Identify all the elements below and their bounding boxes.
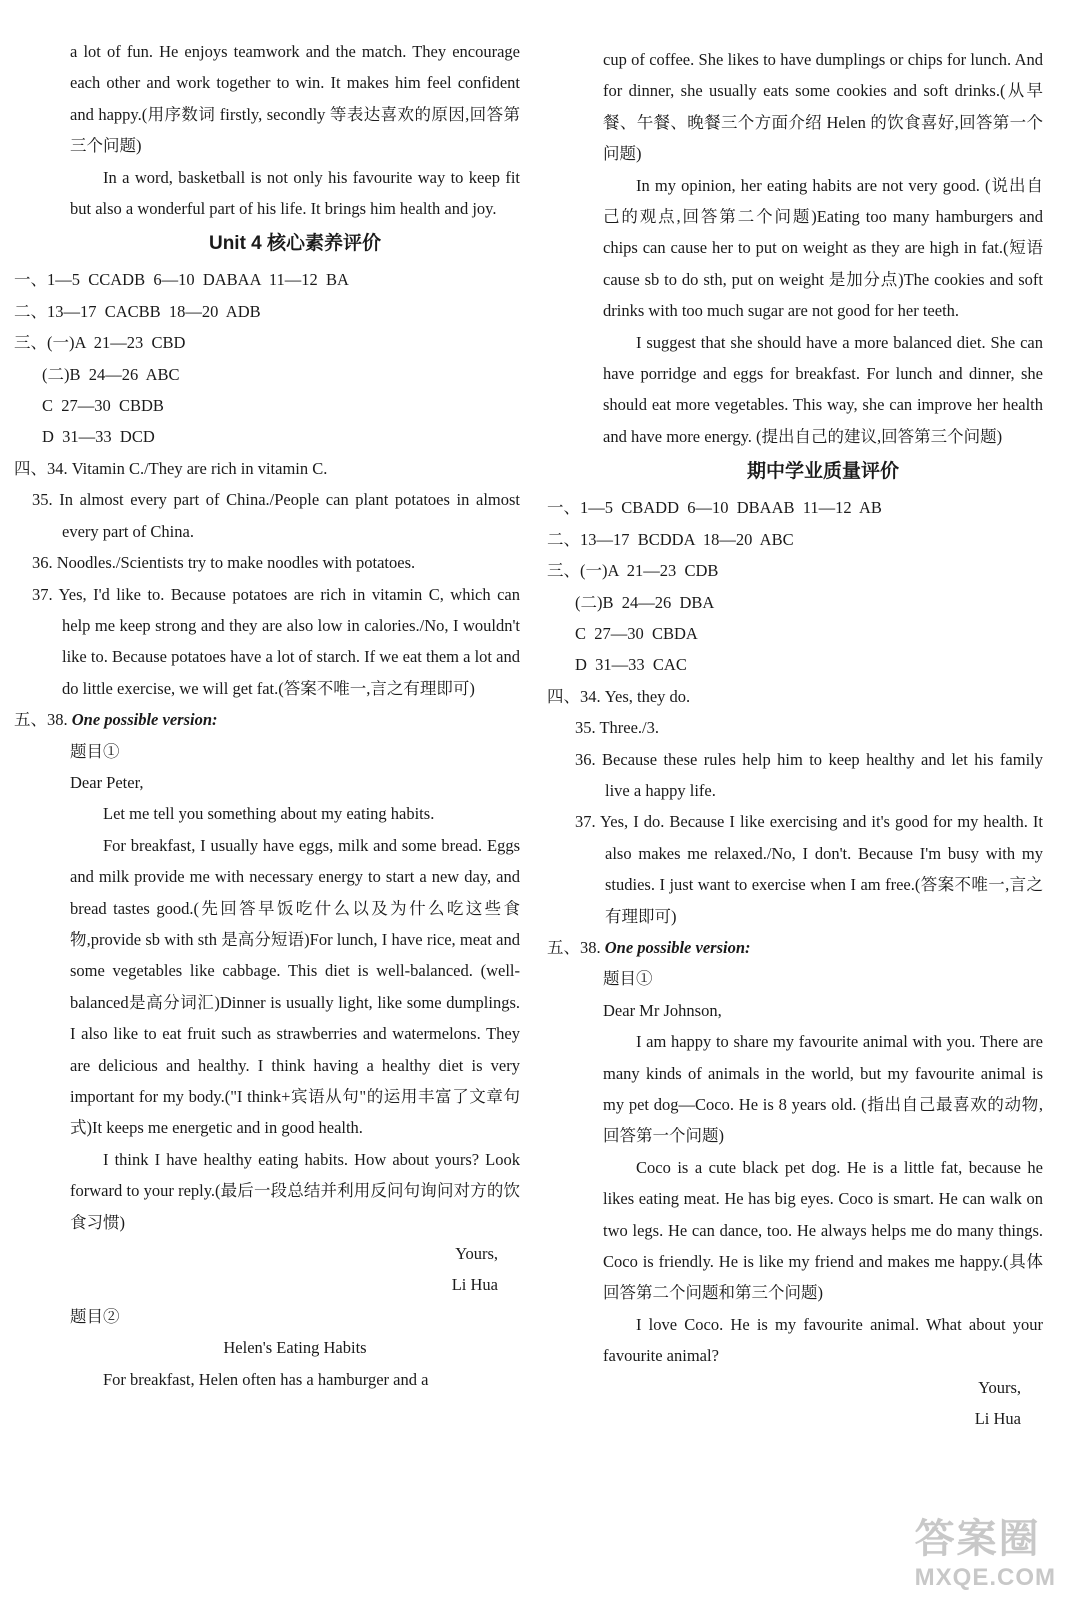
watermark-url: MXQE.COM bbox=[914, 1564, 1056, 1591]
topic-label: 题目① bbox=[603, 969, 653, 989]
essay-paragraph: Let me tell you something about my eating habits. bbox=[103, 804, 435, 824]
watermark-text: 答案圈 bbox=[914, 1517, 1041, 1561]
answer-key-unit4 bbox=[14, 264, 520, 735]
letter-signature: Li Hua bbox=[974, 1409, 1021, 1429]
answer-line: 35. Three./3. bbox=[575, 718, 660, 738]
answer-line: D 31—33 CAC bbox=[575, 655, 687, 675]
version-label: One possible version: bbox=[71, 710, 218, 730]
essay-paragraph: I am happy to share my favourite animal with you. There are many kinds of animals in the world, but my favourite animal is my pet dog—Coco. He is 8 years old. (指出自己最喜欢的动物,回答第一个问题) bbox=[603, 1032, 1043, 1146]
answer-line: 三、(一)A 21—23 CDB bbox=[547, 561, 719, 581]
letter-greeting: Dear Peter, bbox=[70, 772, 144, 792]
essay-paragraph: For breakfast, Helen often has a hamburger and a bbox=[103, 1369, 429, 1389]
question-label: 五、38. bbox=[14, 710, 68, 730]
answer-line: D 31—33 DCD bbox=[42, 427, 155, 447]
essay-paragraph: In a word, basketball is not only his favourite way to keep fit but also a wonderful part of his life. It brings him health and joy. bbox=[70, 167, 520, 219]
answer-line: 二、13—17 BCDDA 18—20 ABC bbox=[547, 529, 794, 549]
answer-line: 四、34. Vitamin C./They are rich in vitamin C. bbox=[14, 458, 328, 478]
answer-key-midterm bbox=[547, 492, 1043, 963]
section-title-midterm: 期中学业质量评价 bbox=[746, 461, 899, 483]
essay-paragraph: cup of coffee. She likes to have dumplings or chips for lunch. And for dinner, she usually eats some cookies and soft drinks.(从早餐、午餐、晚餐三个方面介绍 Helen 的饮食喜好,回答第一个问题) bbox=[603, 50, 1043, 164]
answer-line: 36. Because these rules help him to keep healthy and let his family live a happy life. bbox=[575, 749, 1043, 800]
answer-line: 35. In almost every part of China./People can plant potatoes in almost every part of China. bbox=[32, 490, 520, 541]
version-label: One possible version: bbox=[604, 937, 751, 957]
essay-paragraph: I suggest that she should have a more balanced diet. She can have porridge and eggs for breakfast. For lunch and dinner, she should eat more vegetables. This way, she can improve her health and have more energy. (提出自己的建议,回答第三个问题) bbox=[603, 332, 1043, 446]
answer-line: 一、1—5 CBADD 6—10 DBAAB 11—12 AB bbox=[547, 498, 882, 518]
essay-paragraph: In my opinion, her eating habits are not very good. (说出自己的观点,回答第二个问题)Eating too many hamburgers and chips can cause her to put on weight as they are high in fat.(短语 cause sb to do sth, put on weight 是加分点)The cookies and soft drinks with too much sugar are not good for her teeth. bbox=[603, 175, 1043, 321]
letter-greeting: Dear Mr Johnson, bbox=[603, 1000, 722, 1020]
letter-closing: Yours, bbox=[455, 1244, 498, 1264]
answer-line: C 27—30 CBDB bbox=[42, 396, 164, 416]
essay-paragraph: a lot of fun. He enjoys teamwork and the match. They encourage each other and work together to win. It makes him feel confident and happy.(用序数词 firstly, secondly 等表达喜欢的原因,回答第三个问题) bbox=[70, 42, 520, 156]
essay-paragraph: I think I have healthy eating habits. How about yours? Look forward to your reply.(最后一段总结并利用反问句询问对方的饮食习惯) bbox=[70, 1149, 520, 1232]
answer-line: C 27—30 CBDA bbox=[575, 623, 698, 643]
letter-signature: Li Hua bbox=[451, 1275, 498, 1295]
answer-line: (二)B 24—26 ABC bbox=[42, 364, 180, 384]
answer-line: 三、(一)A 21—23 CBD bbox=[14, 333, 186, 353]
essay-title: Helen's Eating Habits bbox=[223, 1338, 367, 1358]
left-column bbox=[14, 36, 520, 1395]
right-column bbox=[547, 44, 1043, 1434]
answer-line: 四、34. Yes, they do. bbox=[547, 686, 691, 706]
essay-paragraph: I love Coco. He is my favourite animal. What about your favourite animal? bbox=[603, 1314, 1043, 1366]
answer-line: 一、1—5 CCADB 6—10 DABAA 11—12 BA bbox=[14, 270, 349, 290]
answer-line: (二)B 24—26 DBA bbox=[575, 592, 715, 612]
essay-paragraph: For breakfast, I usually have eggs, milk and some bread. Eggs and milk provide me with necessary energy to start a new day, and bread tastes good.(先回答早饭吃什么以及为什么吃这些食物,provide sb with sth 是高分短语)For lunch, I have rice, meat and some vegetables like cabbage. This diet is well-balanced. (well-balanced是高分词汇)Dinner is usually light, like some dumplings. I also like to eat fruit such as strawberries and watermelons. They are delicious and healthy. I think having a healthy diet is very important for my body.("I think+宾语从句"的运用丰富了文章句式)It keeps me energetic and in good health. bbox=[70, 835, 520, 1138]
letter-closing: Yours, bbox=[978, 1377, 1021, 1397]
topic-label: 题目② bbox=[70, 1306, 120, 1326]
topic-label: 题目① bbox=[70, 741, 120, 761]
answer-line: 37. Yes, I do. Because I like exercising and it's good for my health. It also makes me relaxed./No, I don't. Because I'm busy with my studies. I just want to exercise when I am free.(答案不唯一,言之有理即可) bbox=[575, 812, 1043, 926]
essay-paragraph: Coco is a cute black pet dog. He is a little fat, because he likes eating meat. He has big eyes. Coco is smart. He can walk on two legs. He can dance, too. He always helps me do many things. Coco is friendly. He is like my friend and makes me happy.(具体回答第二个问题和第三个问题) bbox=[603, 1157, 1043, 1303]
answer-line: 二、13—17 CACBB 18—20 ADB bbox=[14, 301, 261, 321]
answer-line bbox=[14, 704, 520, 735]
answer-line bbox=[547, 932, 1043, 963]
question-label: 五、38. bbox=[547, 937, 601, 957]
watermark-logo bbox=[915, 1507, 1056, 1592]
answer-line: 37. Yes, I'd like to. Because potatoes are rich in vitamin C, which can help me keep strong and they are also low in calories./No, I wouldn't like to. Because potatoes have a lot of starch. If we eat them a lot and do little exercise, we will get fat.(答案不唯一,言之有理即可) bbox=[32, 584, 520, 698]
section-title-unit4: Unit 4 核心素养评价 bbox=[208, 233, 382, 255]
answer-line: 36. Noodles./Scientists try to make noodles with potatoes. bbox=[32, 553, 416, 573]
